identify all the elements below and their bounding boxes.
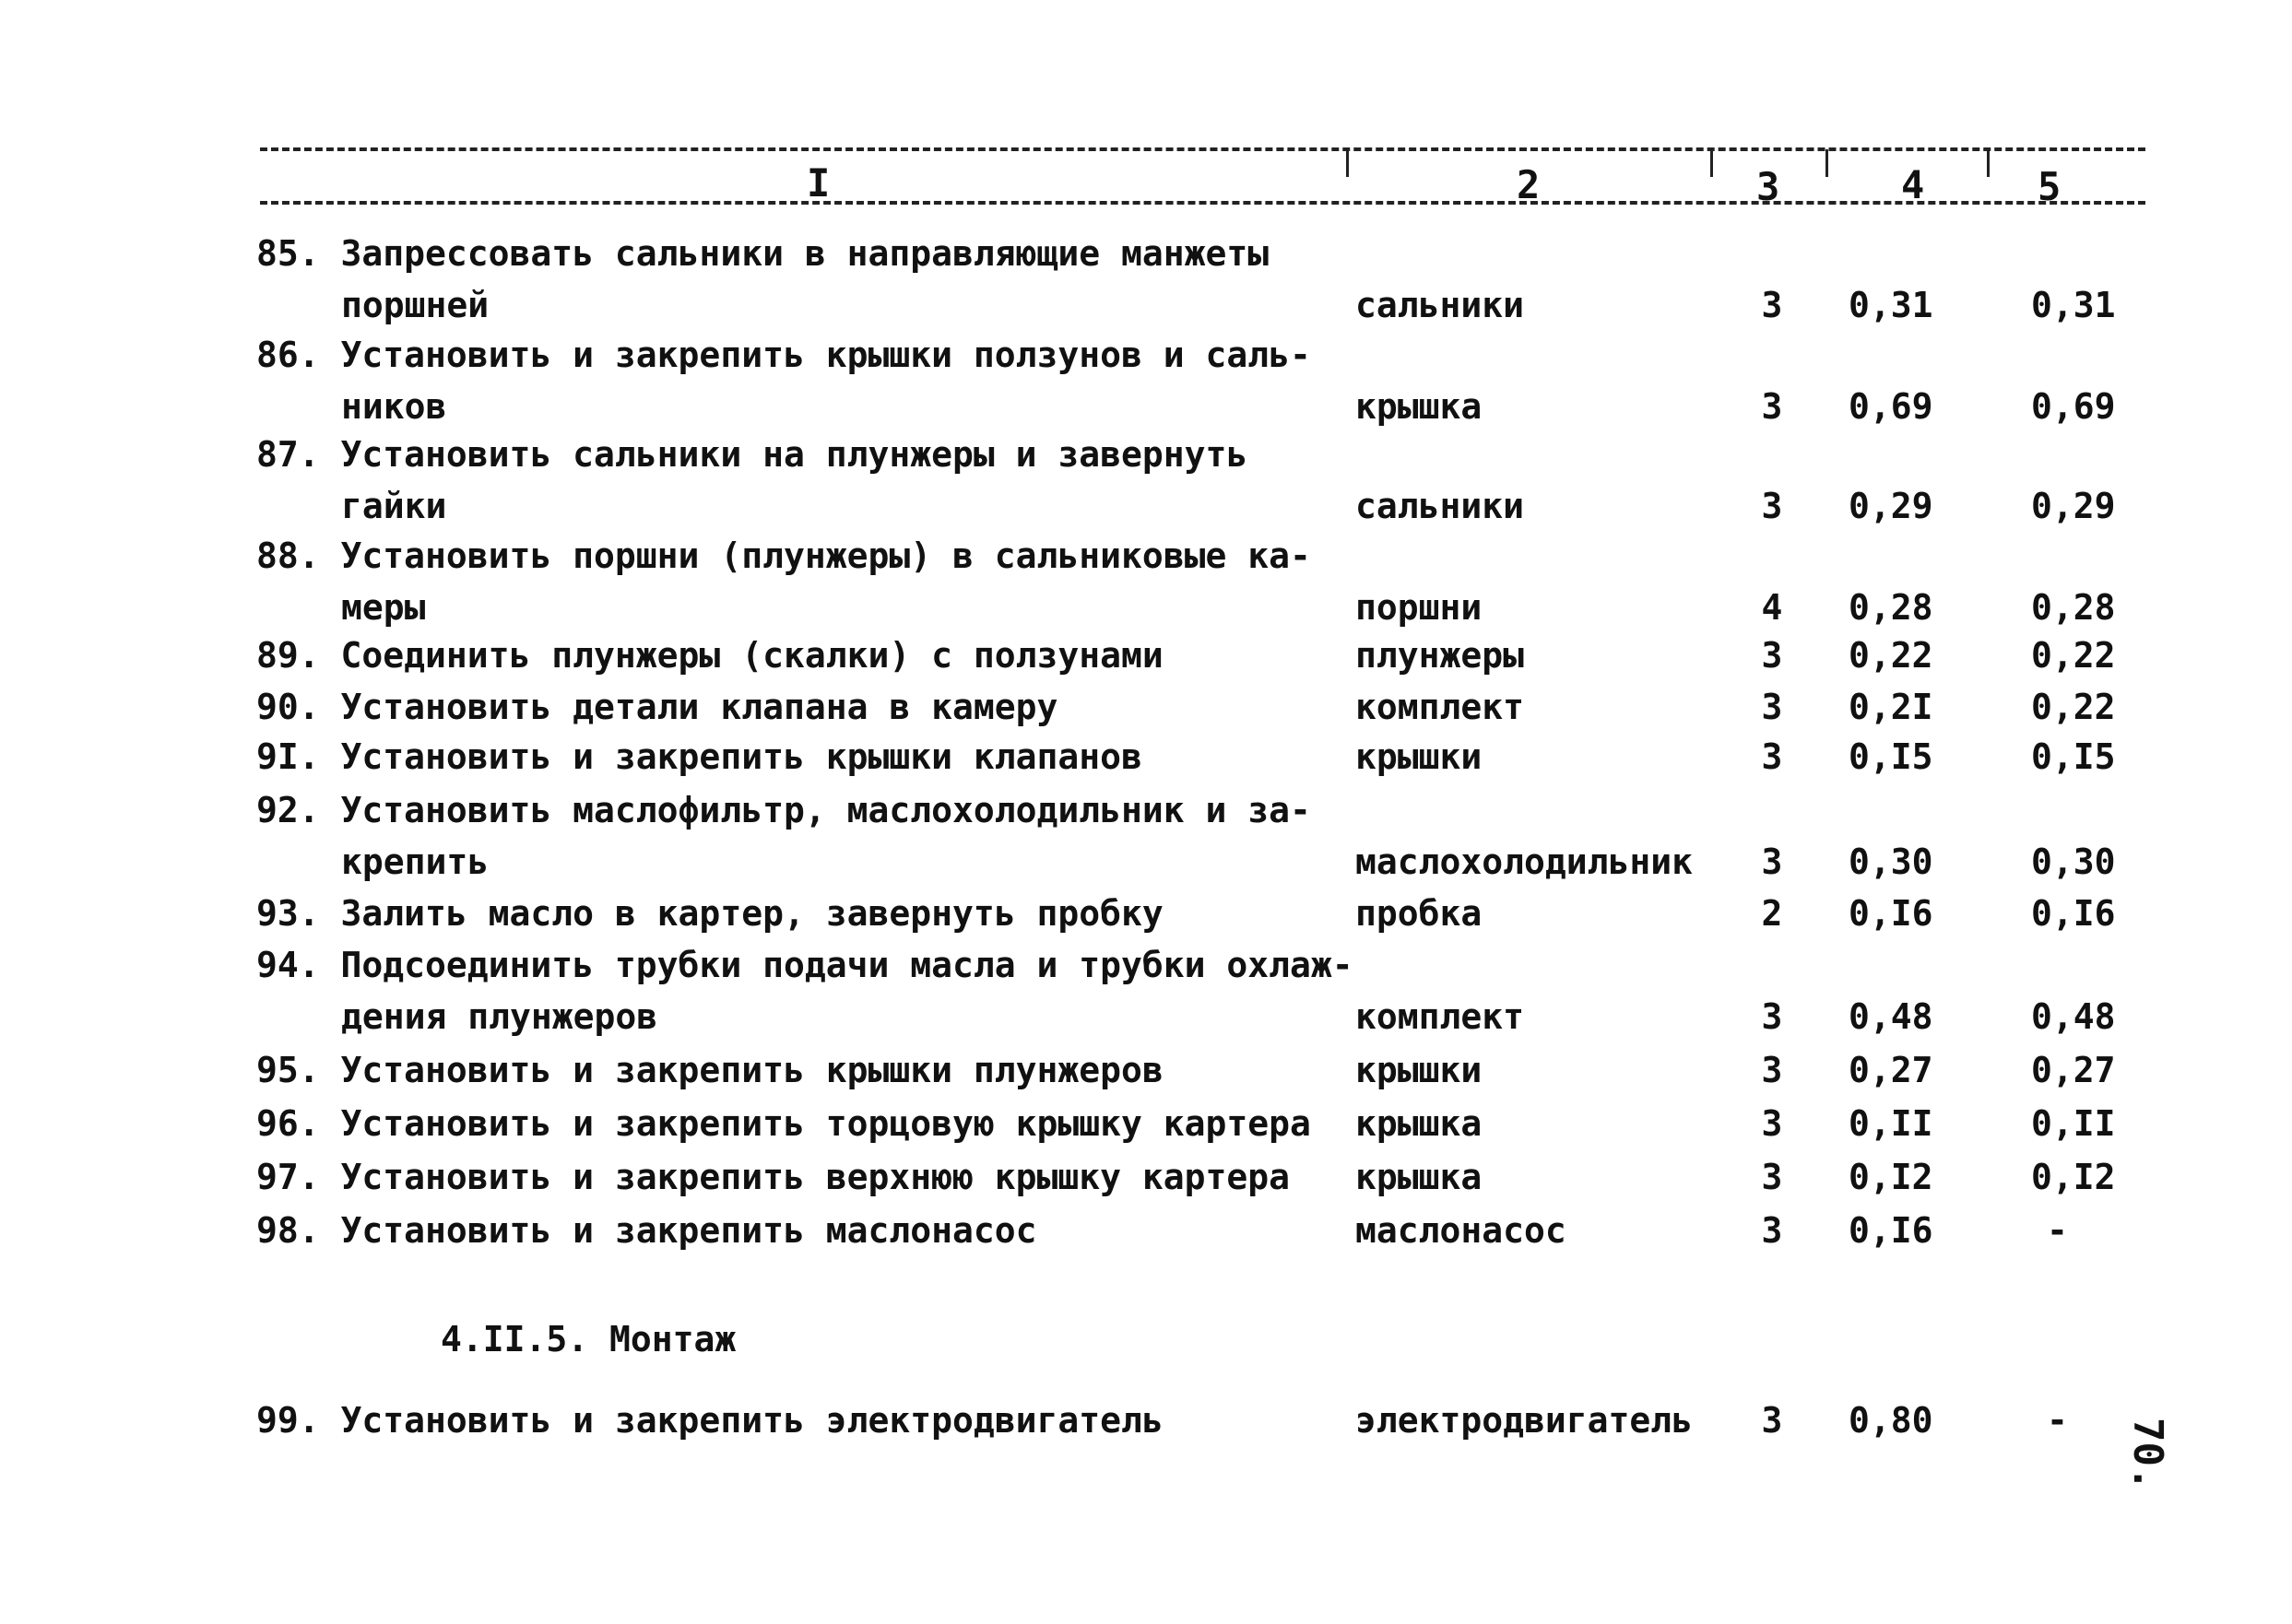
table-row-text-line1: 9I. Установить и закрепить крышки клапанов [256, 736, 1142, 777]
table-row-v4: 0,I5 [1849, 736, 1933, 777]
table-row-text-line1: 89. Соединить плунжеры (скалки) с ползунами [256, 635, 1164, 676]
table-row-v5: 0,28 [2031, 587, 2116, 628]
header-col-4: 4 [1901, 162, 1925, 207]
table-row-text-line2: ников [341, 386, 447, 427]
table-row-text-line1: 87. Установить сальники на плунжеры и завернуть [256, 434, 1248, 475]
table-row-v4: 0,I6 [1849, 893, 1933, 934]
table-row-item: крышки [1355, 736, 1483, 777]
table-row-text-line1: 90. Установить детали клапана в камеру [256, 687, 1058, 727]
table-row-text-line1: 86. Установить и закрепить крышки ползунов и саль- [256, 335, 1311, 375]
table-row-item: комплект [1355, 687, 1525, 727]
table-row-v5: - [2047, 1210, 2068, 1251]
table-row-cat: 3 [1761, 736, 1783, 777]
table-row-text-line1: 92. Установить маслофильтр, маслохолодильник и за- [256, 790, 1311, 830]
table-row-cat: 3 [1761, 635, 1783, 676]
table-row-v5: 0,69 [2031, 386, 2116, 427]
table-row-v5: 0,22 [2031, 635, 2116, 676]
page-number: 70. [2124, 1418, 2171, 1491]
table-row-v5: 0,48 [2031, 996, 2116, 1037]
table-row-text-line1: 88. Установить поршни (плунжеры) в сальниковые ка- [256, 535, 1311, 576]
table-row-v4: 0,27 [1849, 1050, 1933, 1090]
header-col-2: 2 [1517, 162, 1541, 207]
table-row-item: крышки [1355, 1050, 1483, 1090]
table-row-cat: 3 [1761, 996, 1783, 1037]
table-row-text-line1: 85. Запрессовать сальники в направляющие манжеты [256, 233, 1270, 274]
table-row-v4: 0,2I [1849, 687, 1933, 727]
table-row-cat: 3 [1761, 1103, 1783, 1144]
table-row-v5: 0,30 [2031, 841, 2116, 882]
table-row-v4: 0,22 [1849, 635, 1933, 676]
table-row-item: комплект [1355, 996, 1525, 1037]
table-row-item: поршни [1355, 587, 1483, 628]
header-col-5: 5 [2038, 164, 2062, 209]
table-row-v4: 0,31 [1849, 285, 1933, 325]
table-row-item: пробка [1355, 893, 1483, 934]
table-row-item: крышка [1355, 1103, 1483, 1144]
table-row-v4: 0,48 [1849, 996, 1933, 1037]
header-col-3: 3 [1756, 164, 1780, 209]
table-row-99-cat: 3 [1761, 1400, 1783, 1441]
table-row-cat: 3 [1761, 1050, 1783, 1090]
table-row-cat: 3 [1761, 1157, 1783, 1197]
table-row-v5: 0,29 [2031, 486, 2116, 526]
table-row-v5: 0,I2 [2031, 1157, 2116, 1197]
table-row-cat: 2 [1761, 893, 1783, 934]
table-row-99-v4: 0,80 [1849, 1400, 1933, 1441]
table-row-v5: 0,22 [2031, 687, 2116, 727]
table-row-v5: 0,II [2031, 1103, 2116, 1144]
table-row-99-item: электродвигатель [1355, 1400, 1694, 1441]
table-row-99-v5: - [2047, 1400, 2068, 1441]
table-row-item: сальники [1355, 486, 1525, 526]
table-row-text-line1: 96. Установить и закрепить торцовую крышку картера [256, 1103, 1311, 1144]
table-row-99-text: 99. Установить и закрепить электродвигатель [256, 1400, 1164, 1441]
table-row-cat: 3 [1761, 687, 1783, 727]
table-row-v4: 0,69 [1849, 386, 1933, 427]
table-row-text-line2: поршней [341, 285, 490, 325]
table-row-v4: 0,I2 [1849, 1157, 1933, 1197]
table-row-v4: 0,II [1849, 1103, 1933, 1144]
table-row-item: плунжеры [1355, 635, 1525, 676]
table-row-v4: 0,I6 [1849, 1210, 1933, 1251]
table-row-text-line2: гайки [341, 486, 447, 526]
table-row-text-line1: 93. Залить масло в картер, завернуть пробку [256, 893, 1164, 934]
table-row-item: маслонасос [1355, 1210, 1566, 1251]
table-row-item: крышка [1355, 1157, 1483, 1197]
table-row-item: сальники [1355, 285, 1525, 325]
table-row-v5: 0,31 [2031, 285, 2116, 325]
table-row-text-line2: дения плунжеров [341, 996, 658, 1037]
table-row-item: крышка [1355, 386, 1483, 427]
section-title: 4.II.5. Монтаж [441, 1319, 737, 1359]
table-row-v5: 0,I6 [2031, 893, 2116, 934]
table-row-cat: 3 [1761, 486, 1783, 526]
table-row-cat: 3 [1761, 1210, 1783, 1251]
table-row-text-line2: меры [341, 587, 426, 628]
table-row-cat: 3 [1761, 386, 1783, 427]
table-row-cat: 4 [1761, 587, 1783, 628]
table-row-cat: 3 [1761, 841, 1783, 882]
table-row-v4: 0,28 [1849, 587, 1933, 628]
table-row-v5: 0,27 [2031, 1050, 2116, 1090]
table-row-text-line1: 98. Установить и закрепить маслонасос [256, 1210, 1037, 1251]
table-row-v5: 0,I5 [2031, 736, 2116, 777]
table-row-v4: 0,29 [1849, 486, 1933, 526]
table-row-item: маслохолодильник [1355, 841, 1694, 882]
table-row-text-line2: крепить [341, 841, 490, 882]
header-col-1: I [807, 160, 831, 206]
table-row-text-line1: 94. Подсоединить трубки подачи масла и трубки охлаж- [256, 945, 1353, 985]
table-row-text-line1: 95. Установить и закрепить крышки плунжеров [256, 1050, 1164, 1090]
table-row-v4: 0,30 [1849, 841, 1933, 882]
table-row-cat: 3 [1761, 285, 1783, 325]
table-row-text-line1: 97. Установить и закрепить верхнюю крышку картера [256, 1157, 1291, 1197]
